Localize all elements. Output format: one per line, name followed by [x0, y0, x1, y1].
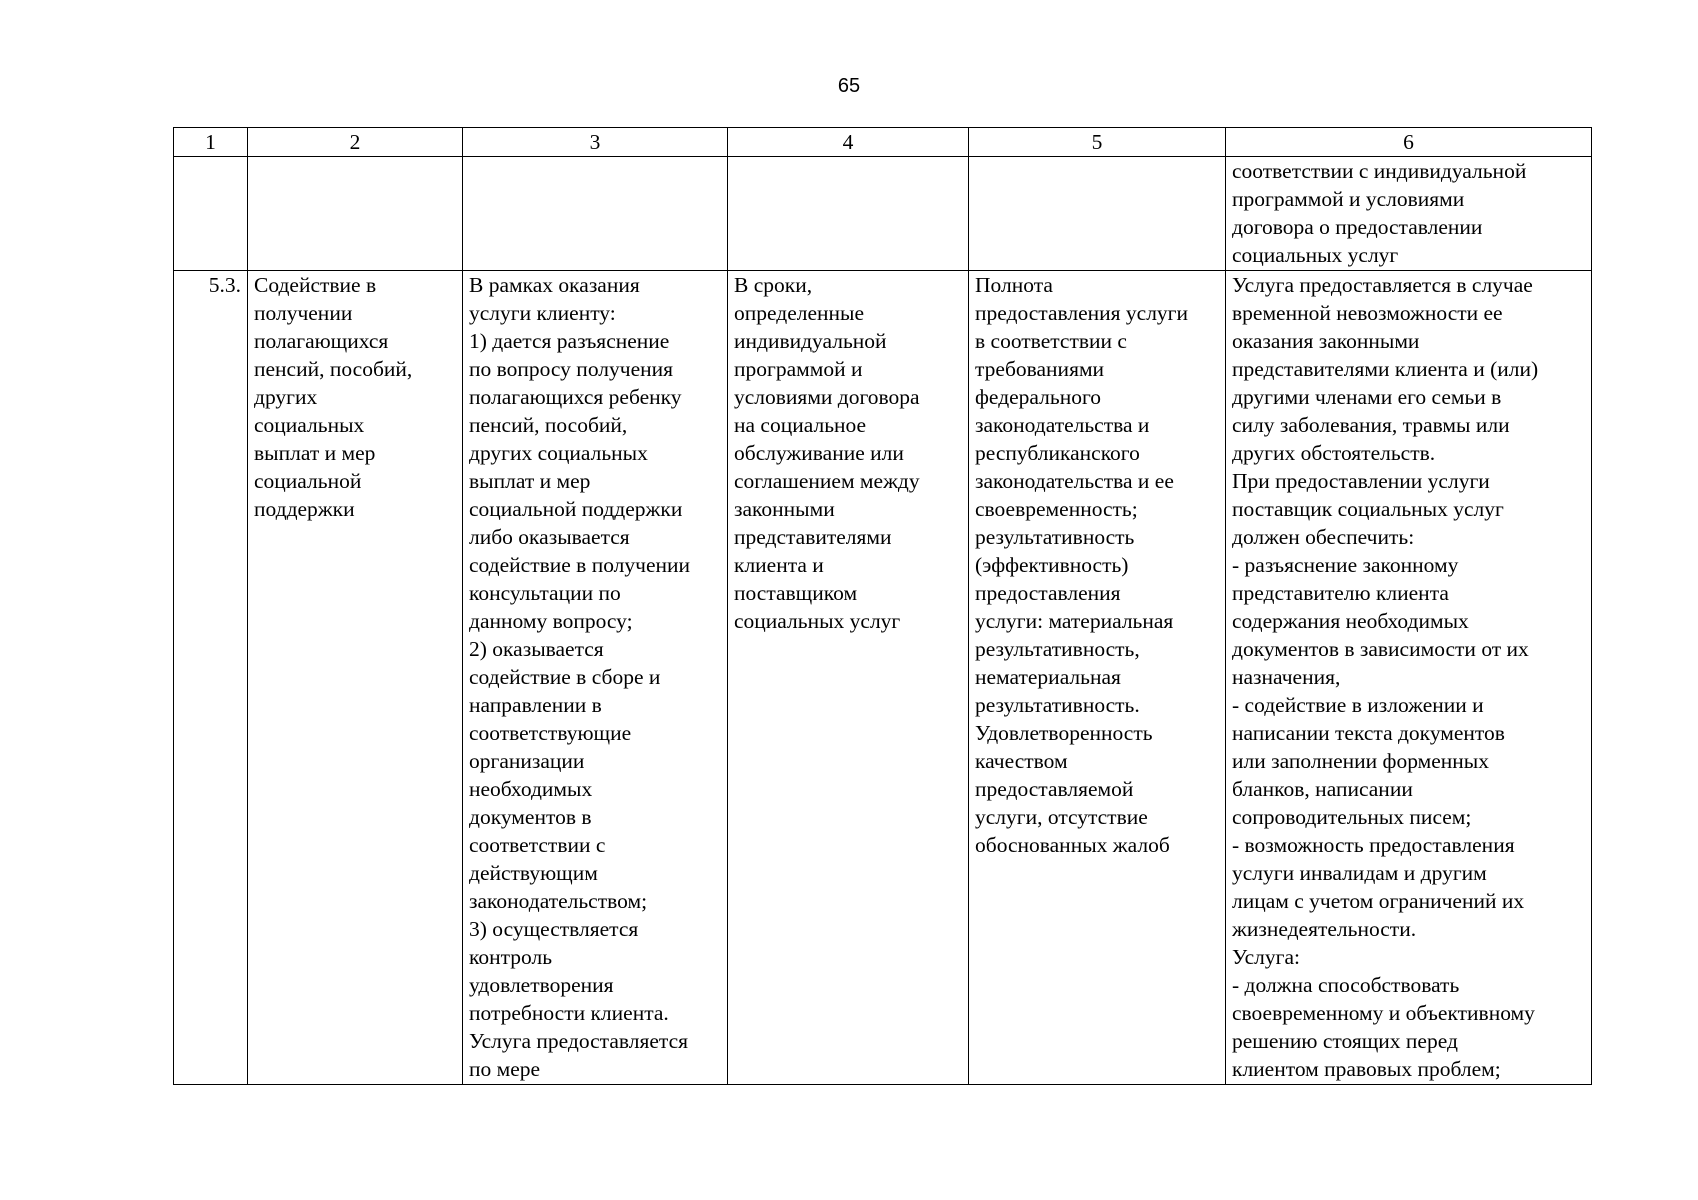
- column-header: 5: [969, 128, 1226, 157]
- table-cell: [463, 157, 728, 271]
- table-cell: [174, 157, 248, 271]
- table-cell: [969, 157, 1226, 271]
- service-terms-cell: В сроки, определенные индивидуальной программой и условиями договора на социальное обслуживание или соглашением между законными представителями клиента и поставщиком социальных услуг: [728, 271, 969, 1085]
- column-header: 3: [463, 128, 728, 157]
- service-conditions-cell: Услуга предоставляется в случае временной невозможности ее оказания законными представителями клиента и (или) другими членами его семьи в силу заболевания, травмы или других обстоятельств. При предоставлении услуги поставщик социальных услуг должен обеспечить: - разъяснение законному представителю клиента содержания необходимых документов в зависимости от их назначения, - содействие в изложении и написании текста документов или заполнении форменных бланков, написании сопроводительных писем; - возможность предоставления услуги инвалидам и другим лицам с учетом ограничений их жизнедеятельности. Услуга: - должна способствовать своевременному и объективному решению стоящих перед клиентом правовых проблем;: [1226, 271, 1592, 1085]
- services-table: [173, 127, 1592, 1085]
- table-cell: соответствии с индивидуальной программой и условиями договора о предоставлении социальных услуг: [1226, 157, 1592, 271]
- table-cell: [728, 157, 969, 271]
- column-header: 4: [728, 128, 969, 157]
- column-header: 2: [248, 128, 463, 157]
- column-header: 6: [1226, 128, 1592, 157]
- table-row-5-3: [174, 271, 1592, 1085]
- table-row-continuation: [174, 157, 1592, 271]
- service-name-cell: Содействие в получении полагающихся пенсий, пособий, других социальных выплат и мер социальной поддержки: [248, 271, 463, 1085]
- page-number: 65: [837, 75, 861, 97]
- column-header: 1: [174, 128, 248, 157]
- quality-indicators-cell: Полнота предоставления услуги в соответствии с требованиями федерального законодательства и республиканского законодательства и ее своевременность; результативность (эффективность) предоставления услуги: материальная результативность, нематериальная результативность. Удовлетворенность качеством предоставляемой услуги, отсутствие обоснованных жалоб: [969, 271, 1226, 1085]
- item-number-cell: 5.3.: [174, 271, 248, 1085]
- table-cell: [248, 157, 463, 271]
- service-description-cell: В рамках оказания услуги клиенту: 1) дается разъяснение по вопросу получения полагающихся ребенку пенсий, пособий, других социальных выплат и мер социальной поддержки либо оказывается содействие в получении консультации по данному вопросу; 2) оказывается содействие в сборе и направлении в соответствующие организации необходимых документов в соответствии с действующим законодательством; 3) осуществляется контроль удовлетворения потребности клиента. Услуга предоставляется по мере: [463, 271, 728, 1085]
- table-header-row: [174, 128, 1592, 157]
